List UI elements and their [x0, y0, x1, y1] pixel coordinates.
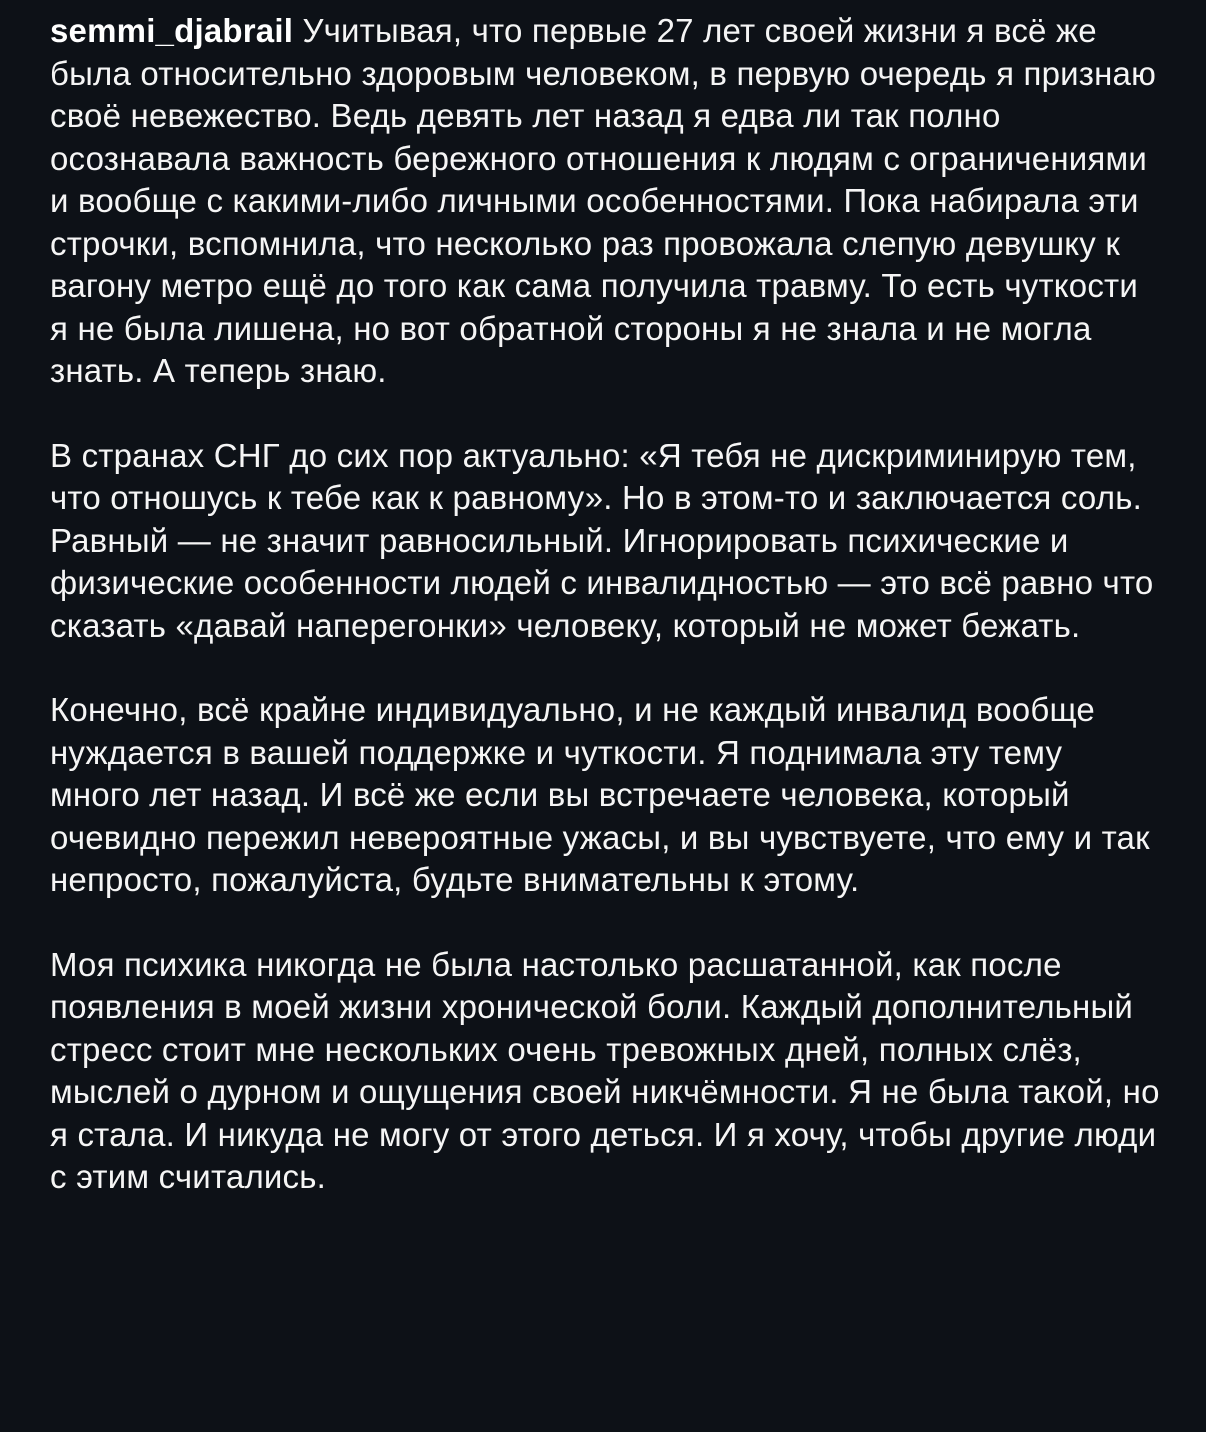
caption-paragraph-1 — [50, 10, 1166, 393]
caption-paragraph-2: В странах СНГ до сих пор актуально: «Я тебя не дискриминирую тем, что отношусь к тебе как к равному». Но в этом-то и заключается соль. Равный — не значит равносильный. Игнорировать психические и физические особенности людей с инвалидностью — это всё равно что сказать «давай наперегонки» человеку, который не может бежать. — [50, 436, 1163, 644]
username-link[interactable]: semmi_djabrail — [50, 12, 294, 49]
caption-paragraph-4: Моя психика никогда не была настолько расшатанной, как после появления в моей жизни хронической боли. Каждый дополнительный стресс стоит мне нескольких очень тревожных дней, полных слёз, мыслей о дурном и ощущения своей никчёмности. Я не была такой, но я стала. И никуда не могу от этого деться. И я хочу, чтобы другие люди с этим считались. — [50, 945, 1169, 1195]
caption-paragraph-3: Конечно, всё крайне индивидуально, и не каждый инвалид вообще нуждается в вашей поддержке и чуткости. Я поднимала эту тему много лет назад. И всё же если вы встречаете человека, который очевидно пережил невероятные ужасы, и вы чувствуете, что ему и так непросто, пожалуйста, будьте внимательны к этому. — [50, 691, 1160, 898]
post-caption — [50, 10, 1169, 1199]
caption-text-1: Учитывая, что первые 27 лет своей жизни я всё же была относительно здоровым человеком, в первую очередь я признаю своё невежество. Ведь девять лет назад я едва ли так полно осознавала важность бережного отношения к людям с ограничениями и вообще с какими-либо личными особенностями. Пока набирала эти строчки, вспомнила, что несколько раз провожала слепую девушку к вагону метро ещё до того как сама получила травму. То есть чуткости я не была лишена, но вот обратной стороны я не знала и не могла знать. А теперь знаю. — [50, 12, 1166, 389]
